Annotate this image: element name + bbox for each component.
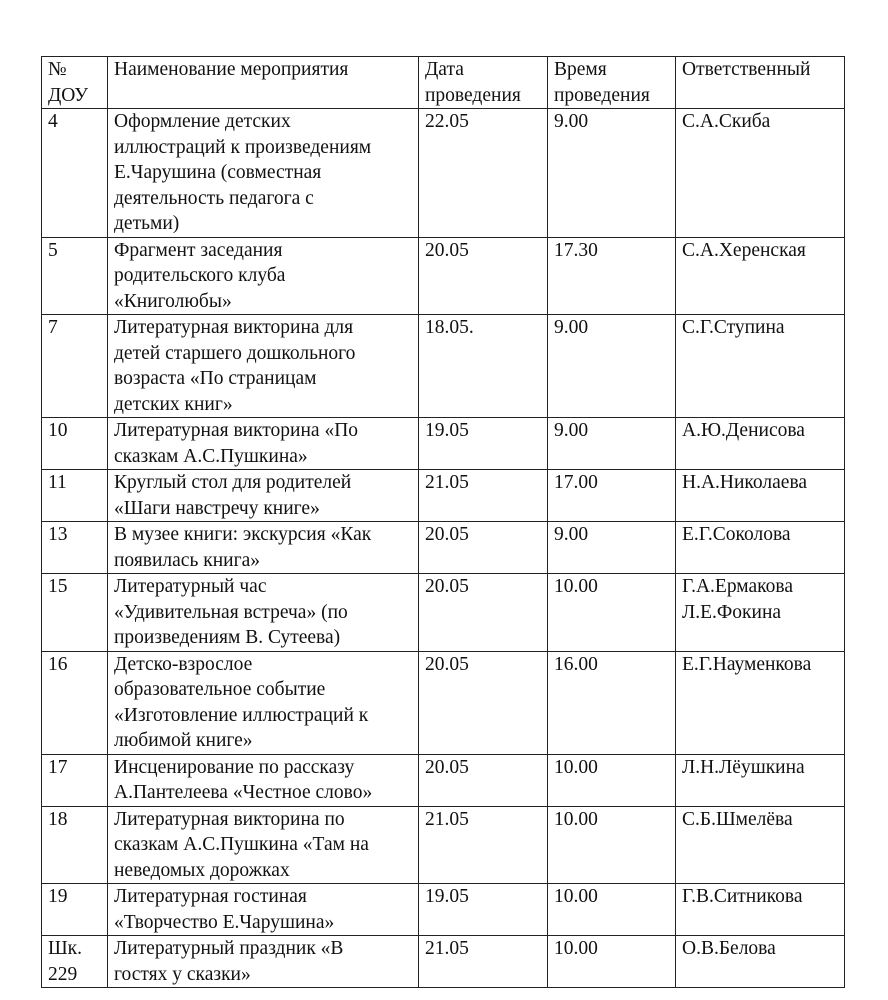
cell-event-name: Детско-взрослое образовательное событие «Изготовление иллюстраций к любимой книге»	[108, 651, 419, 754]
cell-event-name: Литературный час «Удивительная встреча» (по произведениям В. Сутеева)	[108, 574, 419, 652]
cell-responsible: С.Б.Шмелёва	[676, 806, 845, 884]
cell-dou-number: 15	[42, 574, 108, 652]
cell-event-name: Инсценирование по рассказу А.Пантелеева «Честное слово»	[108, 754, 419, 806]
cell-event-name: Литературная викторина по сказкам А.С.Пушкина «Там на неведомых дорожках	[108, 806, 419, 884]
cell-dou-number: 7	[42, 315, 108, 418]
cell-event-name: В музее книги: экскурсия «Как появилась книга»	[108, 522, 419, 574]
cell-dou-number: 13	[42, 522, 108, 574]
header-event-name: Наименование мероприятия	[108, 57, 419, 109]
table-row	[42, 522, 845, 574]
cell-dou-number: 18	[42, 806, 108, 884]
table-row	[42, 806, 845, 884]
cell-time: 9.00	[548, 522, 676, 574]
cell-time: 17.30	[548, 237, 676, 315]
cell-event-name: Литературная викторина для детей старшего дошкольного возраста «По страницам детских книг»	[108, 315, 419, 418]
table-row	[42, 418, 845, 470]
cell-time: 9.00	[548, 418, 676, 470]
cell-time: 16.00	[548, 651, 676, 754]
cell-responsible: С.Г.Ступина	[676, 315, 845, 418]
cell-time: 10.00	[548, 754, 676, 806]
table-row	[42, 109, 845, 238]
cell-event-name: Литературный праздник «В гостях у сказки»	[108, 936, 419, 988]
cell-dou-number: 17	[42, 754, 108, 806]
cell-time: 10.00	[548, 574, 676, 652]
table-row	[42, 884, 845, 936]
table-row	[42, 315, 845, 418]
cell-time: 10.00	[548, 806, 676, 884]
header-time: Время проведения	[548, 57, 676, 109]
cell-dou-number: 19	[42, 884, 108, 936]
cell-date: 20.05	[419, 651, 548, 754]
cell-event-name: Литературная гостиная «Творчество Е.Чарушина»	[108, 884, 419, 936]
cell-event-name: Круглый стол для родителей «Шаги навстречу книге»	[108, 470, 419, 522]
cell-event-name: Оформление детских иллюстраций к произведениям Е.Чарушина (совместная деятельность педагога с детьми)	[108, 109, 419, 238]
cell-date: 20.05	[419, 574, 548, 652]
cell-date: 21.05	[419, 806, 548, 884]
cell-responsible: А.Ю.Денисова	[676, 418, 845, 470]
cell-time: 9.00	[548, 315, 676, 418]
cell-time: 9.00	[548, 109, 676, 238]
cell-time: 17.00	[548, 470, 676, 522]
cell-date: 22.05	[419, 109, 548, 238]
cell-dou-number: 5	[42, 237, 108, 315]
table-row	[42, 574, 845, 652]
table-row	[42, 936, 845, 988]
cell-responsible: О.В.Белова	[676, 936, 845, 988]
header-responsible: Ответственный	[676, 57, 845, 109]
cell-dou-number: 16	[42, 651, 108, 754]
cell-time: 10.00	[548, 936, 676, 988]
cell-event-name: Фрагмент заседания родительского клуба «Книголюбы»	[108, 237, 419, 315]
header-dou-number: № ДОУ	[42, 57, 108, 109]
table-row	[42, 237, 845, 315]
cell-date: 18.05.	[419, 315, 548, 418]
cell-date: 19.05	[419, 884, 548, 936]
table-row	[42, 651, 845, 754]
cell-date: 20.05	[419, 237, 548, 315]
cell-event-name: Литературная викторина «По сказкам А.С.Пушкина»	[108, 418, 419, 470]
cell-time: 10.00	[548, 884, 676, 936]
header-date: Дата проведения	[419, 57, 548, 109]
cell-responsible: Г.А.Ермакова Л.Е.Фокина	[676, 574, 845, 652]
cell-dou-number: 11	[42, 470, 108, 522]
table-row	[42, 470, 845, 522]
cell-responsible: Е.Г.Соколова	[676, 522, 845, 574]
table-body	[42, 109, 845, 988]
cell-date: 21.05	[419, 936, 548, 988]
cell-dou-number: 10	[42, 418, 108, 470]
table-row	[42, 754, 845, 806]
cell-date: 19.05	[419, 418, 548, 470]
cell-responsible: Л.Н.Лёушкина	[676, 754, 845, 806]
cell-responsible: Н.А.Николаева	[676, 470, 845, 522]
cell-responsible: Е.Г.Науменкова	[676, 651, 845, 754]
cell-responsible: Г.В.Ситникова	[676, 884, 845, 936]
events-table	[41, 56, 845, 988]
cell-responsible: С.А.Херенская	[676, 237, 845, 315]
cell-dou-number: 4	[42, 109, 108, 238]
cell-date: 20.05	[419, 522, 548, 574]
table-header-row	[42, 57, 845, 109]
cell-dou-number: Шк. 229	[42, 936, 108, 988]
cell-date: 20.05	[419, 754, 548, 806]
cell-responsible: С.А.Скиба	[676, 109, 845, 238]
cell-date: 21.05	[419, 470, 548, 522]
